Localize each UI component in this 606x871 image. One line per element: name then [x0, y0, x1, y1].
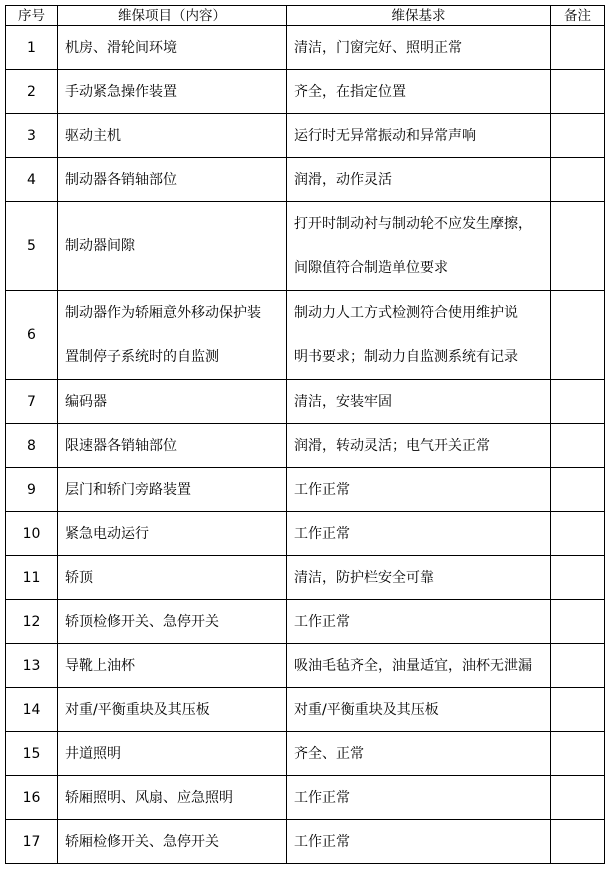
requirement-line: 运行时无异常振动和异常声响 — [294, 127, 476, 144]
row-number: 9 — [6, 468, 58, 512]
header-item: 维保项目（内容） — [58, 6, 287, 26]
row-requirement — [287, 644, 551, 688]
item-line: 对重/平衡重块及其压板 — [65, 701, 210, 718]
item-line: 限速器各销轴部位 — [65, 437, 177, 454]
table-row — [6, 380, 605, 424]
requirement-line: 齐全，在指定位置 — [294, 83, 406, 100]
row-requirement — [287, 26, 551, 70]
row-item — [58, 600, 287, 644]
header-requirement: 维保基求 — [287, 6, 551, 26]
item-line: 驱动主机 — [65, 127, 121, 144]
requirement-line: 对重/平衡重块及其压板 — [294, 701, 439, 718]
item-line: 制动器各销轴部位 — [65, 171, 177, 188]
row-note — [551, 158, 605, 202]
table-row — [6, 776, 605, 820]
row-item — [58, 644, 287, 688]
item-line: 手动紧急操作装置 — [65, 83, 177, 100]
row-item — [58, 512, 287, 556]
row-requirement — [287, 424, 551, 468]
row-item — [58, 688, 287, 732]
table-row — [6, 644, 605, 688]
row-item — [58, 26, 287, 70]
row-requirement — [287, 158, 551, 202]
row-note — [551, 512, 605, 556]
row-note — [551, 468, 605, 512]
row-note — [551, 114, 605, 158]
row-number: 15 — [6, 732, 58, 776]
row-note — [551, 600, 605, 644]
row-item — [58, 114, 287, 158]
row-number: 4 — [6, 158, 58, 202]
item-line: 井道照明 — [65, 745, 121, 762]
item-line: 导靴上油杯 — [65, 657, 135, 674]
row-number: 11 — [6, 556, 58, 600]
item-line: 制动器间隙 — [65, 238, 135, 254]
item-line: 机房、滑轮间环境 — [65, 39, 177, 56]
maintenance-table — [5, 5, 605, 864]
item-line: 紧急电动运行 — [65, 525, 149, 542]
row-note — [551, 70, 605, 114]
table-row — [6, 688, 605, 732]
table-row — [6, 424, 605, 468]
requirement-line: 清洁，防护栏安全可靠 — [294, 569, 434, 586]
requirement-line: 吸油毛毡齐全，油量适宜，油杯无泄漏 — [294, 657, 532, 674]
row-number: 14 — [6, 688, 58, 732]
requirement-line: 工作正常 — [294, 833, 350, 850]
row-number: 7 — [6, 380, 58, 424]
row-requirement — [287, 114, 551, 158]
row-note — [551, 26, 605, 70]
row-requirement — [287, 732, 551, 776]
row-requirement — [287, 291, 551, 380]
table-row — [6, 202, 605, 291]
row-number: 16 — [6, 776, 58, 820]
requirement-line: 明书要求；制动力自监测系统有记录 — [294, 349, 518, 365]
row-number: 5 — [6, 202, 58, 291]
row-note — [551, 776, 605, 820]
requirement-line: 工作正常 — [294, 525, 350, 542]
row-number: 13 — [6, 644, 58, 688]
row-number: 12 — [6, 600, 58, 644]
row-requirement — [287, 776, 551, 820]
row-requirement — [287, 556, 551, 600]
row-item — [58, 202, 287, 291]
item-line: 轿厢照明、风扇、应急照明 — [65, 789, 233, 806]
table-row — [6, 820, 605, 864]
table-row — [6, 158, 605, 202]
row-note — [551, 732, 605, 776]
row-item — [58, 468, 287, 512]
table-row — [6, 556, 605, 600]
header-row — [6, 6, 605, 26]
header-note: 备注 — [551, 6, 605, 26]
row-number: 10 — [6, 512, 58, 556]
row-requirement — [287, 512, 551, 556]
item-line: 编码器 — [65, 393, 107, 410]
table-row — [6, 114, 605, 158]
table-row — [6, 512, 605, 556]
requirement-line: 工作正常 — [294, 613, 350, 630]
row-note — [551, 688, 605, 732]
requirement-line: 润滑，动作灵活 — [294, 171, 392, 188]
item-line: 层门和轿门旁路装置 — [65, 481, 191, 498]
table-body — [6, 26, 605, 864]
row-requirement — [287, 70, 551, 114]
table-row — [6, 600, 605, 644]
requirement-line: 打开时制动衬与制动轮不应发生摩擦， — [294, 216, 532, 232]
row-item — [58, 70, 287, 114]
row-number: 1 — [6, 26, 58, 70]
row-requirement — [287, 600, 551, 644]
row-number: 2 — [6, 70, 58, 114]
header-number: 序号 — [6, 6, 58, 26]
row-item — [58, 424, 287, 468]
row-number: 8 — [6, 424, 58, 468]
requirement-line: 制动力人工方式检测符合使用维护说 — [294, 305, 518, 321]
row-number: 6 — [6, 291, 58, 380]
row-note — [551, 820, 605, 864]
item-line: 轿顶检修开关、急停开关 — [65, 613, 219, 630]
table-row — [6, 291, 605, 380]
requirement-line: 齐全、正常 — [294, 745, 364, 762]
row-requirement — [287, 468, 551, 512]
item-line: 轿厢检修开关、急停开关 — [65, 833, 219, 850]
row-item — [58, 291, 287, 380]
requirement-line: 润滑，转动灵活；电气开关正常 — [294, 437, 490, 454]
row-requirement — [287, 820, 551, 864]
row-note — [551, 202, 605, 291]
row-item — [58, 820, 287, 864]
row-number: 3 — [6, 114, 58, 158]
requirement-line: 工作正常 — [294, 481, 350, 498]
row-requirement — [287, 202, 551, 291]
row-item — [58, 732, 287, 776]
item-line: 轿顶 — [65, 569, 93, 586]
row-note — [551, 291, 605, 380]
row-note — [551, 644, 605, 688]
requirement-line: 清洁，安装牢固 — [294, 393, 392, 410]
table-row — [6, 468, 605, 512]
row-note — [551, 556, 605, 600]
row-note — [551, 424, 605, 468]
requirement-line: 间隙值符合制造单位要求 — [294, 260, 448, 276]
table-row — [6, 732, 605, 776]
row-item — [58, 380, 287, 424]
table-row — [6, 70, 605, 114]
table-row — [6, 26, 605, 70]
item-line: 置制停子系统时的自监测 — [65, 349, 219, 365]
row-requirement — [287, 688, 551, 732]
row-requirement — [287, 380, 551, 424]
requirement-line: 工作正常 — [294, 789, 350, 806]
requirement-line: 清洁，门窗完好、照明正常 — [294, 39, 462, 56]
row-item — [58, 556, 287, 600]
row-number: 17 — [6, 820, 58, 864]
item-line: 制动器作为轿厢意外移动保护装 — [65, 305, 261, 321]
row-note — [551, 380, 605, 424]
row-item — [58, 158, 287, 202]
row-item — [58, 776, 287, 820]
